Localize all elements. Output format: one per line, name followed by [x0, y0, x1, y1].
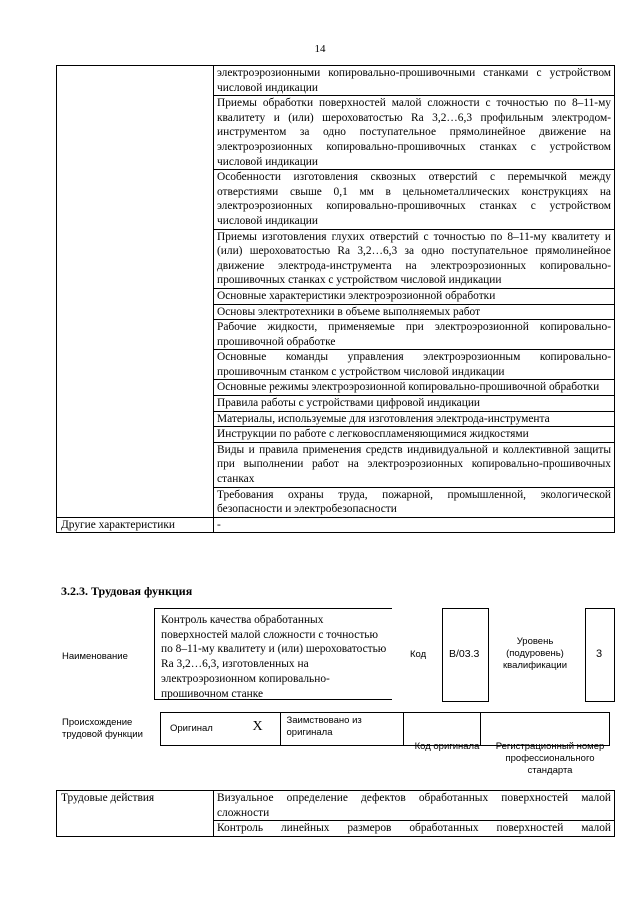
- requirements-table: [56, 65, 615, 533]
- knowledge-item: Материалы, используемые для изготовления электрода-инструмента: [214, 411, 615, 427]
- knowledge-item: Приемы обработки поверхностей малой сложности с точностью по 8–11-му квалитету и (или) шероховатостью Ra 3,2…6,3 профильным электродом-инструментом за одно поступательное прямолинейное движение на электроэрозионных копировально-прошивочных станках с устройством числовой индикации: [214, 96, 615, 170]
- origin-label: Происхождение трудовой функции: [62, 717, 143, 740]
- section-title: 3.2.3. Трудовая функция: [61, 584, 193, 598]
- function-name-box: [154, 608, 392, 700]
- code-label: Код: [410, 649, 427, 660]
- knowledge-item: Основы электротехники в объеме выполняемых работ: [214, 304, 615, 320]
- level-label: Уровень (подуровень) квалификации: [502, 636, 568, 671]
- knowledge-item: Основные режимы электроэрозионной копировально-прошивочной обработки: [214, 380, 615, 396]
- code-box: [442, 608, 489, 702]
- knowledge-item: Правила работы с устройствами цифровой индикации: [214, 396, 615, 412]
- knowledge-item: Требования охраны труда, пожарной, промышленной, экологической безопасности и электробезопасности: [214, 487, 615, 517]
- page-number: 14: [314, 43, 326, 55]
- original-label: Оригинал: [161, 713, 236, 746]
- knowledge-item: электроэрозионными копировально-прошивочными станками с устройством числовой индикации: [214, 66, 615, 96]
- knowledge-item: Основные команды управления электроэрозионным копировально-прошивочным станком с устройством числовой индикации: [214, 350, 615, 380]
- knowledge-item: Рабочие жидкости, применяемые при электроэрозионной копировально-прошивочной обработке: [214, 320, 615, 350]
- other-characteristics-label: Другие характеристики: [57, 517, 214, 533]
- table-row: [57, 517, 615, 533]
- action-item: Визуальное определение дефектов обработанных поверхностей малой сложности: [214, 791, 615, 821]
- level-value: 3: [596, 648, 603, 660]
- actions-label: Трудовые действия: [57, 791, 214, 837]
- requirements-label-cell: [57, 66, 214, 518]
- knowledge-item: Инструкции по работе с легковоспламеняющимися жидкостями: [214, 427, 615, 443]
- code-original-label: Код оригинала: [414, 741, 480, 752]
- other-characteristics-value: -: [214, 517, 615, 533]
- original-mark: X: [236, 713, 281, 746]
- knowledge-item: Приемы изготовления глухих отверстий с точностью по 8–11-му квалитету и (или) шероховатостью Ra 3,2…6,3 за одно поступательное прямолинейное движение электрода-инструмента на электроэрозионных копировально-прошивочных станках с устройством числовой индикации: [214, 229, 615, 288]
- actions-table: [56, 790, 615, 837]
- borrowed-label: Заимствовано из оригинала: [280, 713, 403, 746]
- table-row: [57, 791, 615, 821]
- knowledge-item: Особенности изготовления сквозных отверстий с перемычкой между отверстиями свыше 0,1 мм в цельнометаллических конструкциях на электроэрозионных копировально-прошивочных станках с устройством числовой индикации: [214, 170, 615, 229]
- table-row: [57, 66, 615, 96]
- level-box: [585, 608, 615, 702]
- knowledge-item: Виды и правила применения средств индивидуальной и коллективной защиты при выполнении работ на электроэрозионных копировально-прошивочных станках: [214, 442, 615, 487]
- reg-number-label: Регистрационный номер профессионального стандарта: [495, 741, 605, 776]
- action-item: Контроль линейных размеров обработанных поверхностей малой: [214, 821, 615, 837]
- name-label: Наименование: [62, 651, 128, 662]
- knowledge-item: Основные характеристики электроэрозионной обработки: [214, 288, 615, 304]
- code-value: B/03.3: [449, 648, 480, 660]
- function-name-value: Контроль качества обработанных поверхностей малой сложности с точностью по 8–11-му квалитету и (или) шероховатостью Ra 3,2…6,3, изготовленных на электроэрозионном копировально-прошивочном станке: [161, 614, 387, 700]
